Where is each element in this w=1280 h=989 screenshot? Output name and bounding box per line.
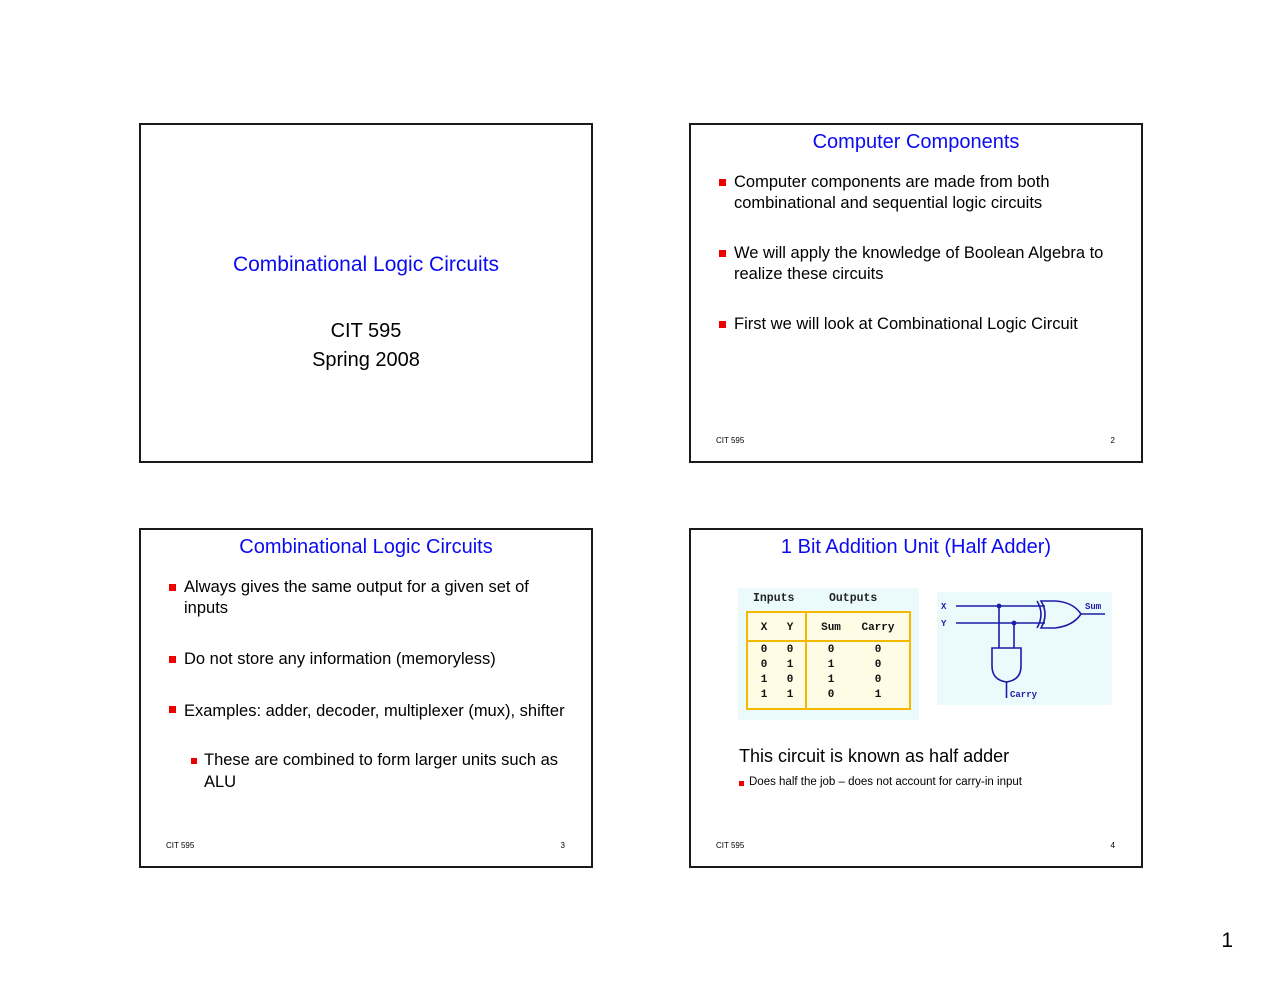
term: Spring 2008 [312,349,420,371]
sum-output-label: Sum [1085,602,1102,612]
table-cell: 0 [786,644,794,656]
bullet-square-icon [191,758,197,764]
table-cell: 1 [786,689,794,701]
course-code: CIT 595 [330,320,402,342]
bullet-square-icon [719,179,726,186]
bullet-square-icon [719,321,726,328]
table-cell: 0 [827,644,835,656]
half-adder-circuit-diagram [937,592,1112,705]
bullet-square-icon [169,584,176,591]
table-cell: 0 [760,644,768,656]
column-header: Y [786,622,794,634]
slide-4 [689,528,1143,868]
table-cell: 1 [874,689,882,701]
sub-bullet-item: These are combined to form larger units such as ALU [167,749,571,793]
footer-course: CIT 595 [166,841,195,850]
carry-output-label: Carry [1010,690,1038,700]
slide-title: Combinational Logic Circuits [239,536,493,558]
bullet-list [167,577,571,723]
slide-title: Combinational Logic Circuits [232,253,500,276]
column-header: Sum [821,622,841,634]
table-cell: 1 [827,674,835,686]
caption: This circuit is known as half adder [739,746,1010,766]
slide-title: 1 Bit Addition Unit (Half Adder) [780,536,1052,558]
bullet-item: Examples: adder, decoder, multiplexer (mux), shifter [167,699,571,723]
slide-2 [689,123,1143,463]
page-number: 1 [1221,929,1233,952]
bullet-item: Computer components are made from both combinational and sequential logic circuits [717,172,1121,214]
footer-slide-number: 2 [1110,436,1115,445]
footer-course: CIT 595 [716,436,745,445]
table-cell: 1 [760,674,768,686]
bullet-item: Do not store any information (memoryless) [167,649,571,670]
column-header: X [760,622,768,634]
table-cell: 1 [827,659,835,671]
table-cell: 1 [786,659,794,671]
table-cell: 0 [760,659,768,671]
input-y-label: Y [941,619,947,629]
slide-1 [139,123,593,463]
table-cell: 0 [786,674,794,686]
bullet-item: Always gives the same output for a given set of inputs [167,577,571,619]
bullet-item: We will apply the knowledge of Boolean Algebra to realize these circuits [717,243,1121,285]
table-cell: 0 [874,674,882,686]
truth-table-grid [746,611,911,710]
table-group-header: Inputs [753,592,795,605]
input-x-label: X [941,602,947,612]
table-group-header: Outputs [829,592,878,605]
bullet-square-icon [739,781,744,786]
bullet-square-icon [169,706,176,713]
footer-slide-number: 3 [560,841,565,850]
truth-table [738,588,919,720]
bullet-list [717,172,1121,335]
slide-3 [139,528,593,868]
footer-course: CIT 595 [716,841,745,850]
bullet-square-icon [169,656,176,663]
table-cell: 0 [874,659,882,671]
sub-bullet-item: Does half the job – does not account for carry-in input [739,776,1022,788]
footer-slide-number: 4 [1110,841,1115,850]
circuit-icon [937,592,1112,705]
table-cell: 1 [760,689,768,701]
bullet-square-icon [719,250,726,257]
slide-title: Computer Components [812,131,1020,153]
bullet-item: First we will look at Combinational Logic Circuit [717,314,1121,335]
table-cell: 0 [874,644,882,656]
table-cell: 0 [827,689,835,701]
column-header: Carry [861,622,895,634]
